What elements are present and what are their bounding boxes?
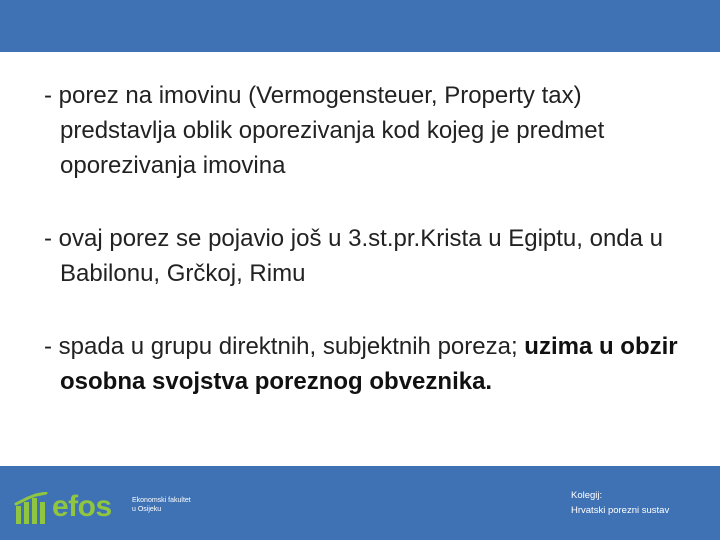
bullet-text: - porez na imovinu (Vermogensteuer, Property tax) predstavlja oblik oporezivanja kod kojeg je predmet oporezivanja imovina xyxy=(44,82,605,179)
slide-content xyxy=(44,78,684,399)
logo-subtitle-line: Ekonomski fakultet xyxy=(132,497,191,504)
course-label: Kolegij: xyxy=(571,490,603,501)
header-bar xyxy=(0,0,720,52)
bullet-property-tax-definition xyxy=(44,78,684,183)
logo-subtitle-line: u Osijeku xyxy=(132,506,162,513)
course-name: Hrvatski porezni sustav xyxy=(571,505,670,516)
bullet-text: - spada u grupu direktnih, subjektnih poreza; xyxy=(44,333,525,360)
bullet-direct-tax xyxy=(44,329,684,399)
bullet-history xyxy=(44,221,684,291)
logo-wordmark: efos xyxy=(52,490,112,523)
bullet-text: - ovaj porez se pojavio još u 3.st.pr.Krista u Egiptu, onda u Babilonu, Grčkoj, Rimu xyxy=(44,225,664,287)
footer-bar xyxy=(0,466,720,540)
course-info xyxy=(571,488,669,518)
logo-subtitle xyxy=(132,496,212,514)
bullet-bold-text: uzima u obzir osobna svojstva poreznog obveznika. xyxy=(60,333,678,395)
logo-bars-icon xyxy=(14,492,50,526)
